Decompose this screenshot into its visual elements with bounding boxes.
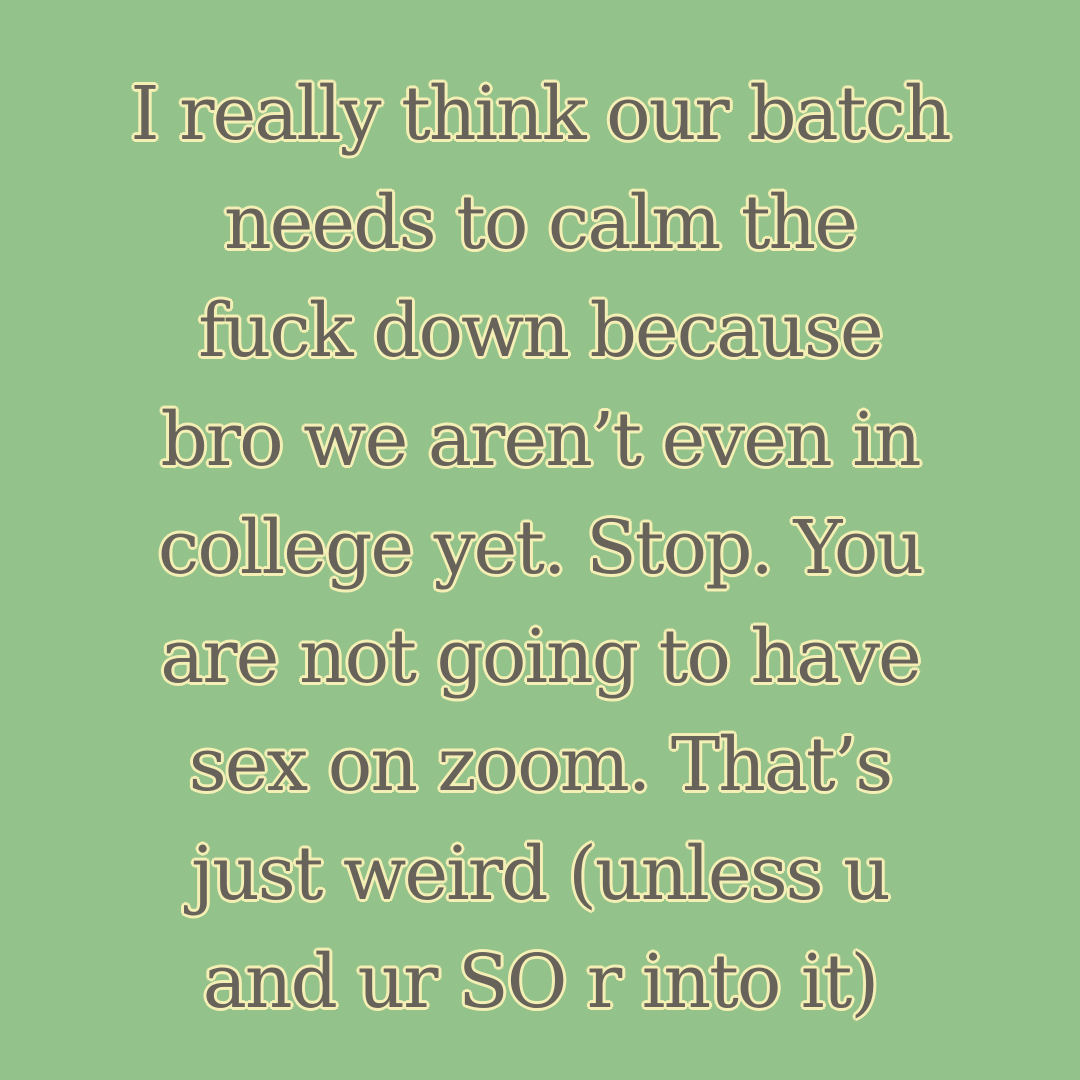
post-text-line: I really think our batch [130,71,950,157]
post-text-line: are not going to have [160,613,920,700]
post-text-line: bro we aren’t even in [160,396,920,483]
post-text-line: college yet. Stop. You [157,505,923,591]
post-text [0,60,1080,1037]
post-text-line: just weird (unless u [191,830,889,917]
post-text-line: sex on zoom. That’s [188,722,892,808]
post-text-line: and ur SO r into it) [202,939,878,1025]
post-text-line: needs to calm the [223,179,857,266]
post-text-line: fuck down because [198,288,882,374]
